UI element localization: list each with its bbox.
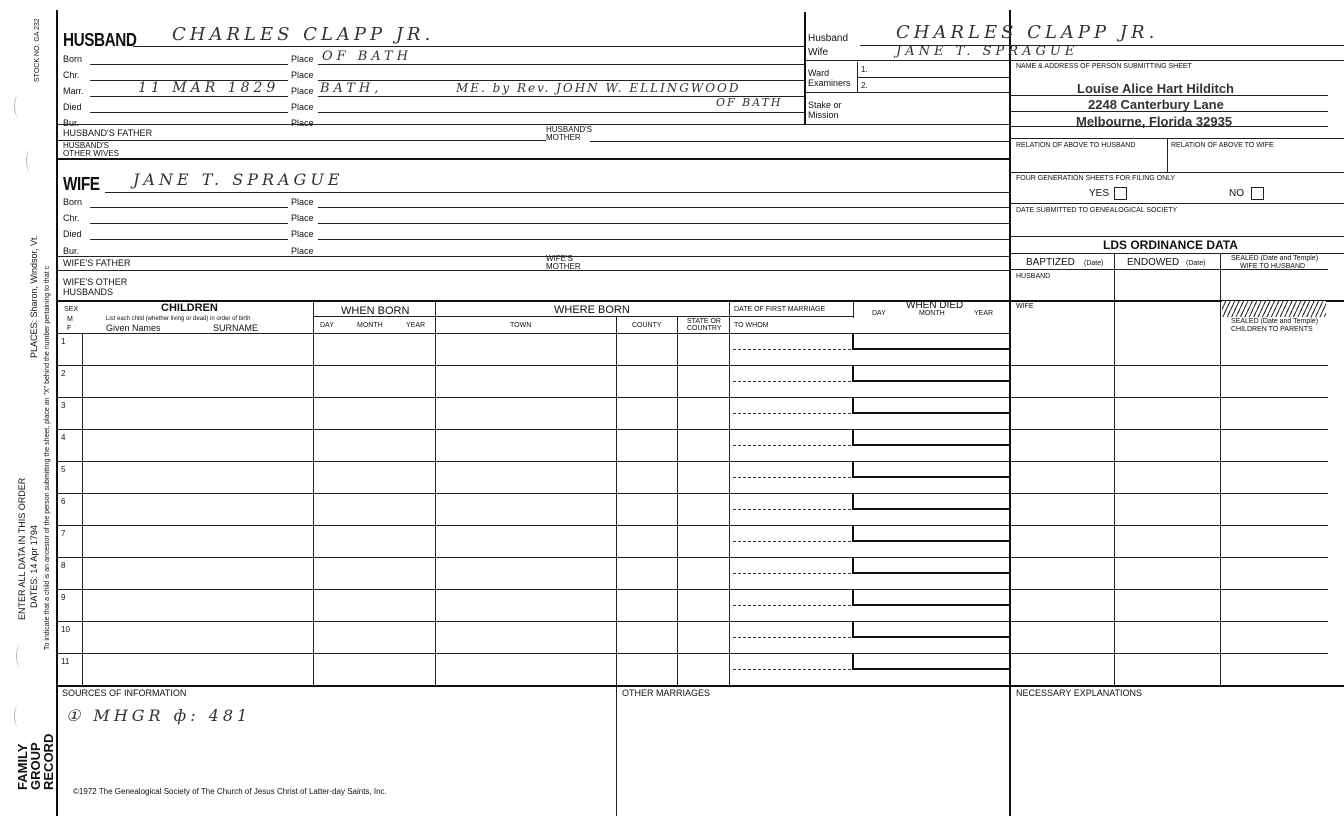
where-born-sub-line (435, 316, 729, 317)
husband-father-line (56, 140, 546, 141)
copyright: ©1972 The Genealogical Society of The Church of Jesus Christ of Latter-day Saints, Inc. (73, 787, 387, 796)
ward-label: Ward (808, 68, 830, 78)
died-month-label: MONTH (919, 310, 945, 317)
left-frame-line (56, 10, 58, 816)
submitter-line-3 (1010, 126, 1328, 127)
husband-chr-place-label: Place (291, 70, 314, 80)
examiner-2-line (804, 92, 1010, 93)
child-row-line (56, 429, 1328, 430)
wife-died-place-label: Place (291, 229, 314, 239)
left-margin-note: To indicate that a child is an ancestor of the person submitting the sheet, place an "X" behind the number pertaining to that c (44, 266, 51, 650)
footer-top-line (56, 685, 1344, 687)
col-marriage (853, 301, 854, 318)
sex-m-label: M (67, 316, 73, 323)
child-marriage-dash (733, 477, 851, 478)
first-marriage-sub-line (729, 316, 853, 317)
wife-born-line (90, 207, 288, 208)
given-names-label: Given Names (106, 323, 161, 333)
left-margin-places: PLACES: Sharon, Windsor, Vt. (29, 234, 39, 358)
sex-f-label: F (67, 325, 72, 332)
wife-born-label: Born (63, 197, 83, 207)
wife-section-line (56, 158, 1010, 160)
sex-label: SEX (64, 306, 79, 313)
four-gen-bottom-line (1010, 203, 1344, 204)
no-checkbox[interactable] (1251, 187, 1264, 200)
yes-label: YES (1089, 188, 1110, 199)
state-label-1: STATE OR (687, 318, 721, 325)
header-wife-line (804, 60, 1344, 61)
child-marriage-dash (733, 349, 851, 350)
left-margin-dates: DATES: 14 Apr 1794 (29, 525, 39, 608)
born-year-label: YEAR (406, 322, 426, 329)
husband-died-label: Died (63, 102, 82, 112)
wife-born-place-line (318, 207, 1010, 208)
child-marriage-dash (733, 637, 851, 638)
husband-section-line (56, 124, 1010, 125)
submitter-line-2 (1010, 111, 1328, 112)
no-label: NO (1229, 188, 1244, 199)
child-row-line (56, 653, 1328, 654)
husband-died-place-line (318, 112, 804, 113)
wife-other-husbands-label-1: WIFE'S OTHER (63, 277, 128, 287)
child-row-number: 11 (61, 657, 70, 666)
husband-heading: HUSBAND (63, 30, 137, 50)
child-died-bracket (852, 525, 1010, 542)
child-died-bracket (852, 365, 1010, 382)
four-gen-label: FOUR GENERATION SHEETS FOR FILING ONLY (1016, 175, 1176, 182)
where-born-label: WHERE BORN (554, 304, 630, 316)
husband-died-line (90, 112, 288, 113)
died-day-label: DAY (872, 310, 886, 317)
husband-name-value: CHARLES CLAPP JR. (172, 24, 435, 45)
state-label-2: COUNTRY (687, 325, 722, 332)
husband-born-place-label: Place (291, 54, 314, 64)
record-title-group: GROUP (28, 742, 43, 790)
child-row-line (56, 589, 1328, 590)
child-marriage-dash (733, 541, 851, 542)
stock-number: STOCK NO. GA 232 (34, 18, 41, 82)
husband-mother-label-2: MOTHER (546, 133, 581, 142)
endowed-date-tag: (Date) (1186, 260, 1206, 267)
sealed-wife-label-2: WIFE TO HUSBAND (1240, 263, 1306, 270)
child-marriage-dash (733, 413, 851, 414)
child-row-number: 5 (61, 465, 66, 474)
hole-punch-mark (14, 95, 23, 117)
submitter-street: 2248 Canterbury Lane (1088, 97, 1224, 112)
child-died-bracket (852, 493, 1010, 510)
date-submitted-label: DATE SUBMITTED TO GENEALOGICAL SOCIETY (1016, 207, 1178, 214)
wife-father-label: WIFE'S FATHER (63, 258, 131, 268)
wife-died-label: Died (63, 229, 82, 239)
sealed-children-label-1: SEALED (Date and Temple) (1231, 318, 1319, 325)
child-row-line (56, 397, 1328, 398)
header-wife-value: JANE T. SPRAGUE (896, 44, 1079, 59)
col-county (677, 316, 678, 685)
child-died-bracket (852, 461, 1010, 478)
header-wife-label: Wife (808, 47, 828, 58)
sealed-wife-label-1: SEALED (Date and Temple) (1231, 255, 1319, 262)
wife-other-husbands-label-2: HUSBANDS (63, 287, 114, 297)
husband-mother-line (590, 141, 1010, 142)
child-marriage-dash (733, 573, 851, 574)
submitter-name: Louise Alice Hart Hilditch (1077, 81, 1234, 96)
examiners-label: Examiners (808, 78, 851, 88)
lds-title: LDS ORDINANCE DATA (1103, 238, 1238, 252)
husband-born-place-value: OF BATH (322, 49, 413, 64)
header-husband-value: CHARLES CLAPP JR. (896, 22, 1159, 43)
child-died-bracket (852, 429, 1010, 446)
footer-divider (616, 686, 617, 816)
child-row-number: 10 (61, 625, 70, 634)
born-day-label: DAY (320, 322, 334, 329)
child-marriage-dash (733, 445, 851, 446)
first-marriage-label: DATE OF FIRST MARRIAGE (734, 306, 826, 313)
wife-heading: WIFE (63, 174, 100, 194)
wife-chr-place-line (318, 223, 1010, 224)
children-sub: List each child (whether living or dead) in order of birth (106, 316, 251, 322)
submitter-city: Melbourne, Florida 32935 (1076, 114, 1233, 129)
child-died-bracket (852, 333, 1010, 350)
baptized-date-tag: (Date) (1084, 260, 1104, 267)
submitter-line-1 (1010, 95, 1328, 96)
relation-top-line (1010, 138, 1344, 139)
husband-born-line (90, 64, 288, 65)
stake-label-1: Stake or (808, 100, 842, 110)
child-died-bracket (852, 397, 1010, 414)
to-whom-label: TO WHOM (734, 322, 769, 329)
lds-header-line (1010, 269, 1328, 270)
husband-chr-label: Chr. (63, 70, 80, 80)
husband-marr-place: BATH, (320, 81, 383, 96)
sealed-hatch (1222, 301, 1326, 317)
child-row-number: 4 (61, 433, 66, 442)
child-row-number: 1 (61, 337, 66, 346)
wife-bur-line (56, 256, 1010, 257)
relation-husband-label: RELATION OF ABOVE TO HUSBAND (1016, 142, 1136, 149)
wife-died-line (90, 239, 288, 240)
record-title-record: RECORD (41, 733, 56, 790)
wife-died-place-line (318, 239, 1010, 240)
surname-label: SURNAME (213, 323, 259, 333)
child-row-number: 7 (61, 529, 66, 538)
husband-marr-place-3: OF BATH (716, 96, 783, 109)
relation-wife-label: RELATION OF ABOVE TO WIFE (1171, 142, 1274, 149)
col-sex (82, 333, 83, 685)
sealed-children-label-2: CHILDREN TO PARENTS (1231, 326, 1313, 333)
baptized-label: BAPTIZED (1026, 257, 1075, 268)
husband-marr-label: Marr. (63, 86, 84, 96)
lds-title-line (1010, 253, 1344, 254)
explanations-label: NECESSARY EXPLANATIONS (1016, 688, 1143, 698)
examiner-2: 2. (861, 81, 868, 90)
record-title-family: FAMILY (15, 743, 30, 790)
husband-died-place-label: Place (291, 102, 314, 112)
child-died-bracket (852, 589, 1010, 606)
submitter-label: NAME & ADDRESS OF PERSON SUBMITTING SHEET (1016, 63, 1192, 70)
wife-bur-label: Bur. (63, 246, 80, 256)
child-row-number: 6 (61, 497, 66, 506)
when-born-label: WHEN BORN (341, 305, 410, 317)
child-died-bracket (852, 557, 1010, 574)
sources-value: ① MHGR ф: 481 (66, 706, 252, 725)
child-row-line (56, 525, 1328, 526)
other-marriages-label: OTHER MARRIAGES (622, 688, 711, 698)
col-town (616, 316, 617, 685)
child-row-line (56, 557, 1328, 558)
husband-father-label: HUSBAND'S FATHER (63, 128, 153, 138)
husband-marr-place-2: ME. by Rev. JOHN W. ELLINGWOOD (456, 81, 741, 95)
stake-label-2: Mission (808, 110, 839, 120)
hole-punch-mark (14, 705, 23, 727)
husband-name-line (133, 46, 804, 47)
lds-husband-row: HUSBAND (1016, 273, 1051, 280)
born-month-label: MONTH (357, 322, 383, 329)
children-top-line (56, 300, 1344, 302)
child-row-line (56, 621, 1328, 622)
husband-other-wives-label-1: HUSBAND'S (63, 141, 109, 150)
yes-checkbox[interactable] (1114, 187, 1127, 200)
wife-chr-place-label: Place (291, 213, 314, 223)
husband-marr-place-label: Place (291, 86, 314, 96)
wife-name-line (105, 192, 1010, 193)
husband-marr-date: 11 MAR 1829 (138, 80, 280, 96)
endowed-label: ENDOWED (1127, 257, 1180, 268)
header-box-left-line (804, 12, 806, 124)
relation-divider (1167, 138, 1168, 172)
died-year-label: YEAR (974, 310, 994, 317)
wife-father-line (56, 270, 1010, 271)
header-husband-label: Husband (808, 33, 849, 44)
examiner-1-line (857, 77, 1009, 78)
husband-bur-place-label: Place (291, 118, 314, 128)
husband-born-label: Born (63, 54, 83, 64)
wife-mother-label-1: WIFE'S (546, 254, 573, 263)
child-marriage-dash (733, 381, 851, 382)
relation-bottom-line (1010, 172, 1344, 173)
examiner-1: 1. (861, 65, 868, 74)
left-margin-order: ENTER ALL DATA IN THIS ORDER (17, 477, 27, 620)
wife-born-place-label: Place (291, 197, 314, 207)
wife-chr-line (90, 223, 288, 224)
sources-label: SOURCES OF INFORMATION (62, 688, 187, 698)
hole-punch-mark (16, 645, 25, 667)
child-row-line (56, 365, 1328, 366)
hole-punch-mark (26, 150, 35, 172)
child-row-number: 3 (61, 401, 66, 410)
husband-marr-line (90, 96, 288, 97)
wife-name-value: JANE T. SPRAGUE (133, 170, 344, 189)
wife-mother-label-2: MOTHER (546, 262, 581, 271)
husband-other-wives-label-2: OTHER WIVES (63, 149, 120, 158)
wife-bur-place-label: Place (291, 246, 314, 256)
town-label: TOWN (510, 322, 532, 329)
child-row-line (56, 461, 1328, 462)
child-row-number: 8 (61, 561, 66, 570)
child-row-line (56, 493, 1328, 494)
lds-wife-row: WIFE (1016, 303, 1034, 310)
husband-born-place-line (318, 64, 804, 65)
when-born-sub-line (313, 316, 435, 317)
husband-bur-label: Bur. (63, 118, 80, 128)
child-row-number: 2 (61, 369, 66, 378)
husband-mother-label-1: HUSBAND'S (546, 125, 592, 134)
child-marriage-dash (733, 509, 851, 510)
child-marriage-dash (733, 669, 851, 670)
children-heading: CHILDREN (161, 302, 218, 314)
county-label: COUNTY (632, 322, 662, 329)
child-died-bracket (852, 621, 1010, 638)
child-marriage-dash (733, 605, 851, 606)
child-died-bracket (852, 653, 1010, 670)
wife-chr-label: Chr. (63, 213, 80, 223)
child-row-number: 9 (61, 593, 66, 602)
when-died-label: WHEN DIED (906, 300, 964, 311)
date-submitted-bottom-line (1010, 236, 1344, 237)
